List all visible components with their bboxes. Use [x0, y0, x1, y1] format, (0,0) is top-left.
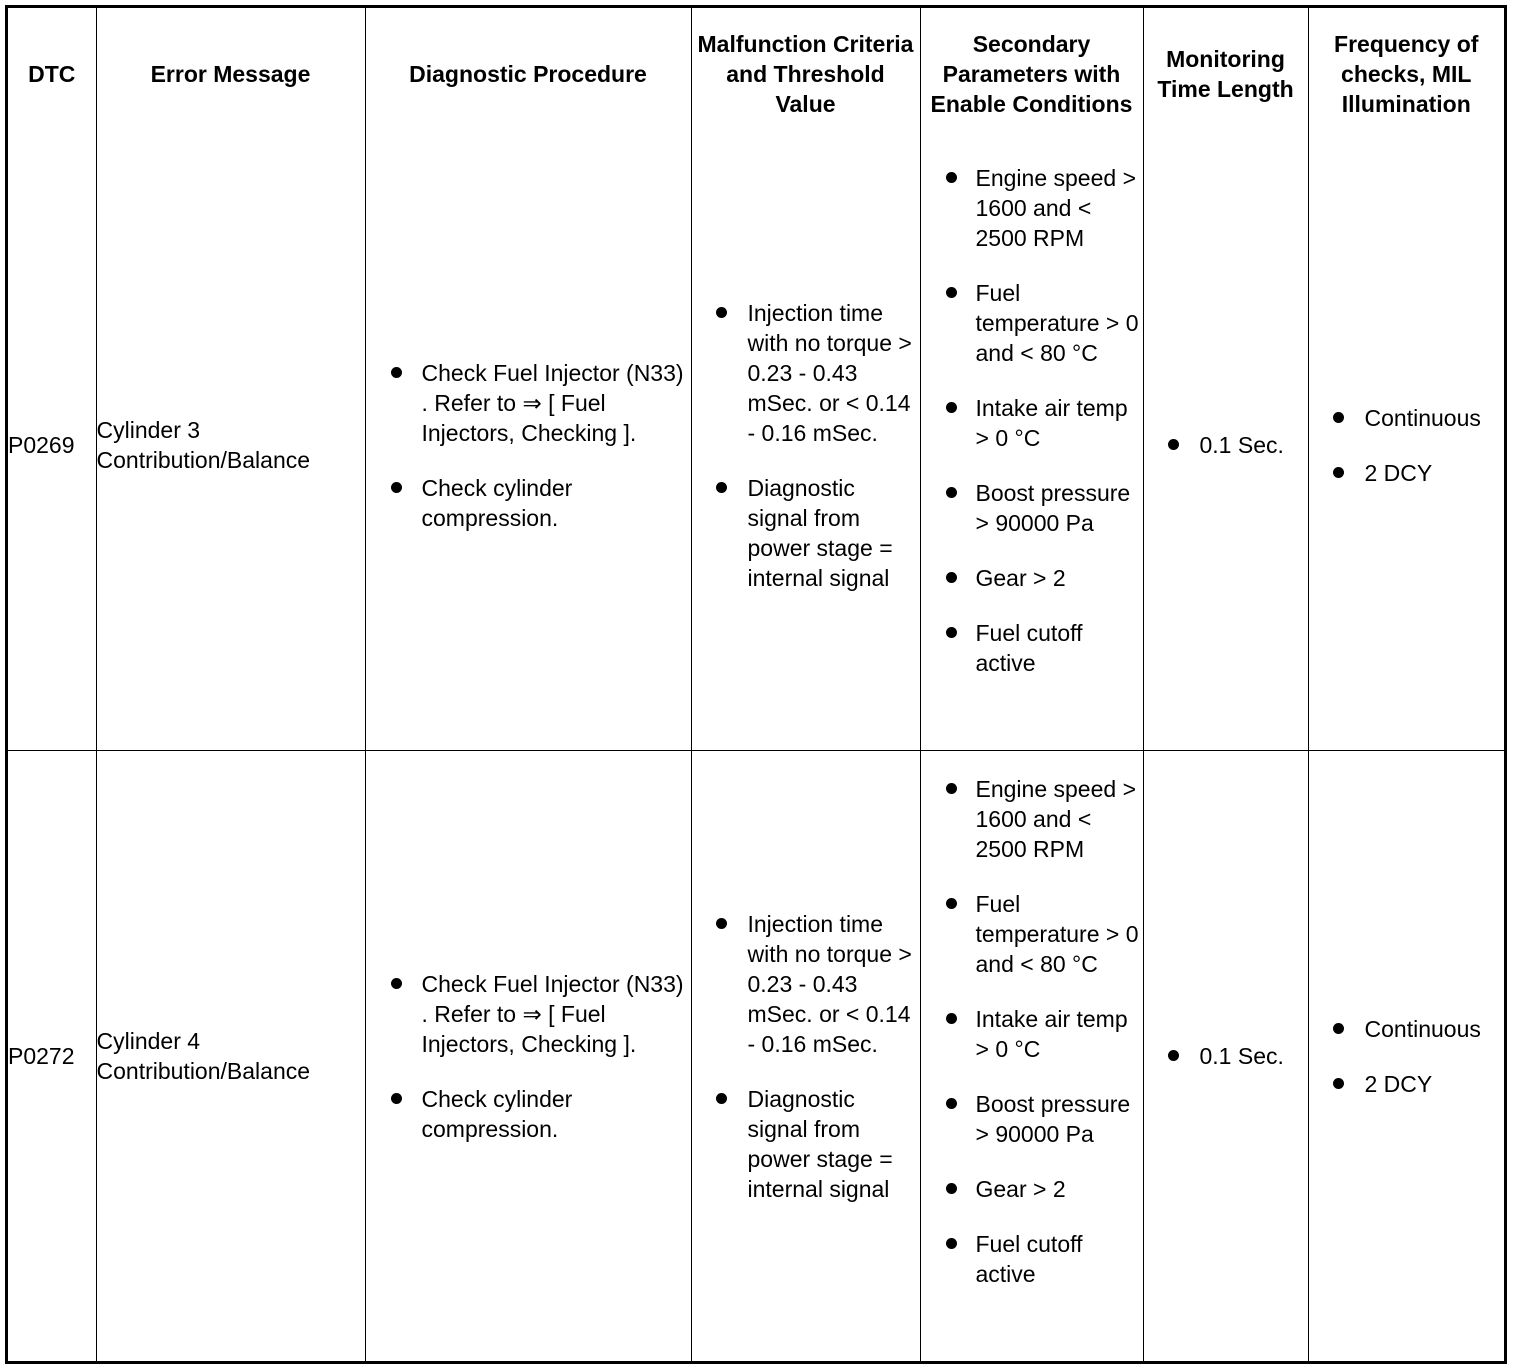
monitoring-time-cell — [1143, 751, 1308, 1362]
list-item-text: Boost pressure > 90000 Pa — [975, 1091, 1131, 1147]
frequency-cell — [1308, 751, 1504, 1362]
frequency-list — [1309, 1014, 1505, 1099]
list-item-text: Fuel cutoff active — [975, 620, 1083, 676]
bullet-icon — [1333, 467, 1344, 478]
list-item-text: Continuous — [1364, 1015, 1481, 1042]
list-item-text: 2 DCY — [1364, 459, 1433, 486]
secondary-parameters-cell — [920, 751, 1143, 1362]
list-item-text: 2 DCY — [1364, 1070, 1433, 1097]
monitoring-list — [1144, 430, 1308, 460]
list-item-text: Fuel temperature > 0 and < 80 °C — [975, 280, 1139, 366]
frequency-list — [1309, 403, 1505, 488]
bullet-icon — [1168, 1050, 1179, 1061]
list-item — [921, 478, 1143, 538]
bullet-icon — [1333, 412, 1344, 423]
header-secondary-parameters: Secondary Parameters with Enable Conditions — [920, 8, 1143, 140]
bullet-icon — [716, 307, 727, 318]
dtc-table — [8, 8, 1504, 1361]
list-item — [692, 909, 920, 1059]
secondary-list — [921, 163, 1143, 678]
bullet-icon — [716, 1093, 727, 1104]
error-message-cell: Cylinder 4 Contribution/Balance — [96, 751, 365, 1362]
bullet-icon — [946, 627, 957, 638]
list-item — [1309, 403, 1505, 433]
list-item-text: 0.1 Sec. — [1199, 1043, 1284, 1069]
list-item — [1144, 430, 1308, 460]
bullet-icon — [946, 172, 957, 183]
list-item — [1144, 1041, 1308, 1071]
list-item-text: Intake air temp > 0 °C — [975, 395, 1128, 451]
list-item — [921, 1089, 1143, 1149]
list-item-text: Injection time with no torque > 0.23 - 0.43 mSec. or < 0.14 - 0.16 mSec. — [747, 299, 912, 446]
list-item — [921, 163, 1143, 253]
list-item-text: Gear > 2 — [975, 1176, 1066, 1202]
list-item — [1309, 1014, 1505, 1044]
list-item — [366, 358, 691, 448]
list-item — [692, 298, 920, 448]
bullet-icon — [1168, 439, 1179, 450]
list-item-text: Gear > 2 — [975, 565, 1066, 591]
table-row — [8, 751, 1504, 1362]
bullet-icon — [946, 1098, 957, 1109]
list-item — [366, 473, 691, 533]
list-item — [921, 1004, 1143, 1064]
bullet-icon — [391, 1093, 402, 1104]
list-item-text: Diagnostic signal from power stage = internal signal — [747, 474, 893, 591]
malfunction-criteria-cell — [691, 751, 920, 1362]
header-dtc: DTC — [8, 8, 96, 140]
monitoring-list — [1144, 1041, 1308, 1071]
header-error-message: Error Message — [96, 8, 365, 140]
bullet-icon — [946, 898, 957, 909]
header-malfunction-criteria: Malfunction Criteria and Threshold Value — [691, 8, 920, 140]
error-message-cell: Cylinder 3 Contribution/Balance — [96, 140, 365, 751]
list-item — [1309, 1069, 1505, 1099]
list-item-text: Boost pressure > 90000 Pa — [975, 480, 1131, 536]
diagnostic-procedure-cell — [365, 140, 691, 751]
procedure-list — [366, 358, 691, 533]
header-row — [8, 8, 1504, 140]
list-item-text: Check Fuel Injector (N33) . Refer to ⇒ [ Fuel Injectors, Checking ]. — [421, 970, 684, 1057]
criteria-list — [692, 298, 920, 593]
monitoring-time-cell — [1143, 140, 1308, 751]
bullet-icon — [391, 367, 402, 378]
procedure-list — [366, 969, 691, 1144]
secondary-parameters-cell — [920, 140, 1143, 751]
table-body — [8, 140, 1504, 1361]
bullet-icon — [716, 918, 727, 929]
criteria-list — [692, 909, 920, 1204]
list-item — [921, 1229, 1143, 1289]
list-item — [366, 1084, 691, 1144]
table-row — [8, 140, 1504, 751]
header-frequency: Frequency of checks, MIL Illumination — [1308, 8, 1504, 140]
bullet-icon — [716, 482, 727, 493]
list-item — [921, 889, 1143, 979]
list-item-text: 0.1 Sec. — [1199, 432, 1284, 458]
bullet-icon — [391, 482, 402, 493]
secondary-list — [921, 774, 1143, 1289]
list-item — [692, 1084, 920, 1204]
header-monitoring-time: Monitoring Time Length — [1143, 8, 1308, 140]
list-item — [921, 1174, 1143, 1204]
bullet-icon — [1333, 1023, 1344, 1034]
header-diagnostic-procedure: Diagnostic Procedure — [365, 8, 691, 140]
list-item — [366, 969, 691, 1059]
list-item — [921, 278, 1143, 368]
bullet-icon — [946, 1183, 957, 1194]
list-item-text: Check cylinder compression. — [421, 1085, 573, 1142]
list-item-text: Fuel cutoff active — [975, 1231, 1083, 1287]
bullet-icon — [1333, 1078, 1344, 1089]
list-item — [921, 774, 1143, 864]
list-item-text: Intake air temp > 0 °C — [975, 1006, 1128, 1062]
list-item-text: Fuel temperature > 0 and < 80 °C — [975, 891, 1139, 977]
bullet-icon — [946, 572, 957, 583]
dtc-code-cell: P0269 — [8, 140, 96, 751]
bullet-icon — [946, 487, 957, 498]
list-item-text: Check Fuel Injector (N33) . Refer to ⇒ [ Fuel Injectors, Checking ]. — [421, 359, 684, 446]
bullet-icon — [946, 402, 957, 413]
frequency-cell — [1308, 140, 1504, 751]
dtc-code-cell: P0272 — [8, 751, 96, 1362]
diagnostic-procedure-cell — [365, 751, 691, 1362]
list-item — [692, 473, 920, 593]
list-item — [921, 618, 1143, 678]
malfunction-criteria-cell — [691, 140, 920, 751]
list-item-text: Diagnostic signal from power stage = internal signal — [747, 1085, 893, 1202]
dtc-table-frame — [5, 5, 1507, 1364]
list-item — [921, 563, 1143, 593]
bullet-icon — [946, 1238, 957, 1249]
list-item-text: Engine speed > 1600 and < 2500 RPM — [975, 165, 1136, 251]
list-item-text: Check cylinder compression. — [421, 474, 573, 531]
bullet-icon — [946, 783, 957, 794]
list-item-text: Injection time with no torque > 0.23 - 0.43 mSec. or < 0.14 - 0.16 mSec. — [747, 910, 912, 1057]
bullet-icon — [946, 287, 957, 298]
list-item-text: Engine speed > 1600 and < 2500 RPM — [975, 776, 1136, 862]
bullet-icon — [391, 978, 402, 989]
list-item-text: Continuous — [1364, 404, 1481, 431]
list-item — [921, 393, 1143, 453]
list-item — [1309, 458, 1505, 488]
bullet-icon — [946, 1013, 957, 1024]
